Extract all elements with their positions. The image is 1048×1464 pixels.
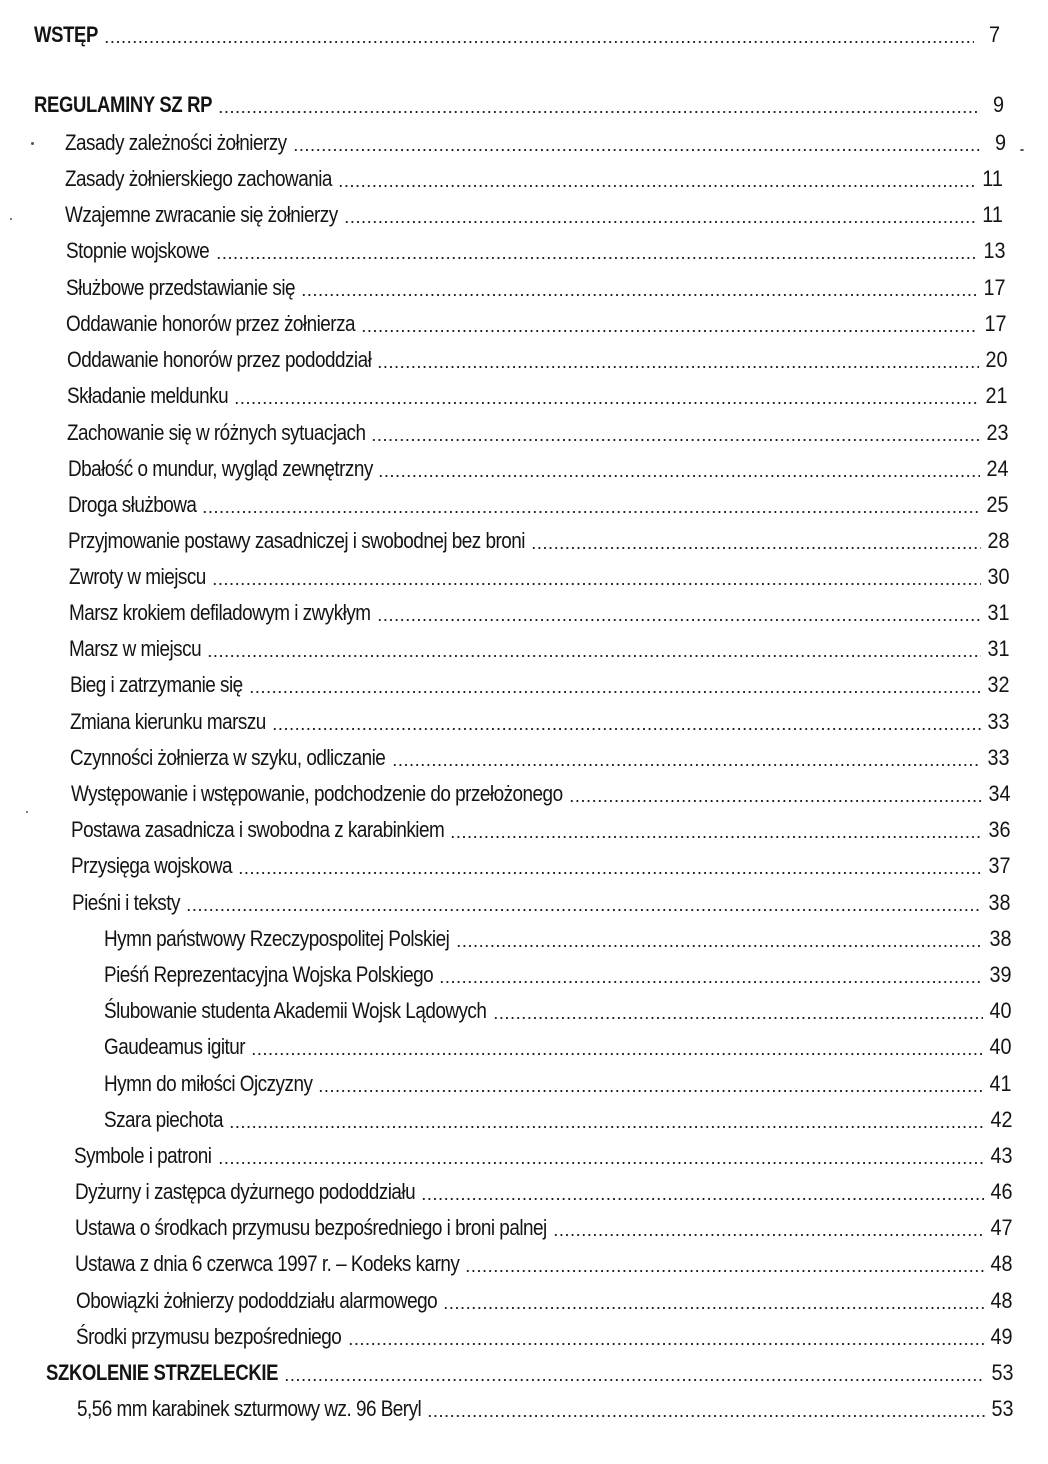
dot-leader <box>553 1234 984 1236</box>
toc-entry-title: Hymn do miłości Ojczyzny <box>104 1071 313 1096</box>
toc-page-number: 9 <box>992 92 1004 117</box>
toc-entry-title: WSTĘP <box>34 22 99 47</box>
toc-page-number: 39 <box>988 962 1011 987</box>
dot-leader <box>218 1162 984 1164</box>
toc-entry-title: Przyjmowanie postawy zasadniczej i swobodnej bez broni <box>68 528 525 553</box>
toc-page-number: 31 <box>986 600 1009 625</box>
toc-entry-title: Ślubowanie studenta Akademii Wojsk Lądowych <box>104 998 487 1023</box>
dot-leader <box>229 1126 984 1128</box>
toc-section-heading[interactable] <box>46 1360 1013 1386</box>
toc-entry-title: Zasady żołnierskiego zachowania <box>65 166 332 191</box>
toc-entry-title: Stopnie wojskowe <box>66 238 210 263</box>
toc-entry[interactable] <box>72 890 1010 916</box>
toc-entry[interactable] <box>75 1179 1012 1205</box>
dot-leader <box>371 439 980 441</box>
toc-entry-title: Marsz krokiem defiladowym i zwykłym <box>69 600 371 625</box>
toc-page-number: 42 <box>989 1107 1012 1132</box>
toc-page-number: 47 <box>989 1215 1012 1240</box>
toc-entry[interactable] <box>67 420 1008 446</box>
toc-entry[interactable] <box>76 1324 1012 1350</box>
toc-entry-title: Gaudeamus igitur <box>104 1034 246 1059</box>
toc-page-number: 20 <box>984 347 1007 372</box>
toc-page-number: 37 <box>987 853 1010 878</box>
dot-leader <box>456 945 983 947</box>
toc-page-number: 53 <box>990 1396 1013 1421</box>
toc-entry-title: Ustawa z dnia 6 czerwca 1997 r. – Kodeks karny <box>75 1251 460 1276</box>
toc-entry-title: Pieśni i teksty <box>72 890 180 915</box>
toc-entry-title: Marsz w miejscu <box>69 636 202 661</box>
dot-leader <box>465 1270 984 1272</box>
toc-subentry[interactable] <box>104 1034 1011 1060</box>
toc-entry[interactable] <box>74 1143 1012 1169</box>
toc-entry-title: REGULAMINY SZ RP <box>34 92 213 117</box>
dot-leader <box>249 691 981 693</box>
toc-entry-title: Przysięga wojskowa <box>71 853 233 878</box>
toc-entry[interactable] <box>66 238 1005 264</box>
toc-page-number: 13 <box>982 238 1005 263</box>
toc-page-number: 32 <box>986 672 1009 697</box>
dot-leader <box>301 294 977 296</box>
toc-page-number: 25 <box>985 492 1008 517</box>
toc-page-number: 34 <box>987 781 1010 806</box>
toc-entry-title: Zwroty w miejscu <box>69 564 206 589</box>
toc-entry[interactable] <box>66 275 1005 301</box>
dot-leader <box>443 1307 984 1309</box>
toc-entry[interactable] <box>65 166 1003 192</box>
dot-leader <box>531 547 981 549</box>
dot-leader <box>421 1198 984 1200</box>
toc-entry-title: Wzajemne zwracanie się żołnierzy <box>65 202 338 227</box>
toc-page-number: 33 <box>986 709 1009 734</box>
toc-page-number: 24 <box>985 456 1008 481</box>
dot-leader <box>251 1053 983 1055</box>
toc-subentry[interactable] <box>104 962 1011 988</box>
toc-page-number: 17 <box>982 275 1005 300</box>
scan-speck <box>10 218 12 220</box>
toc-page-number: 28 <box>986 528 1009 553</box>
dot-leader <box>186 909 982 911</box>
dot-leader <box>338 185 976 187</box>
toc-entry-title: Obowiązki żołnierzy pododdziału alarmowego <box>76 1288 438 1313</box>
dot-leader <box>207 655 981 657</box>
toc-entry-title: Służbowe przedstawianie się <box>66 275 296 300</box>
toc-page-number: 30 <box>986 564 1009 589</box>
toc-entry[interactable] <box>76 1288 1012 1314</box>
toc-entry[interactable] <box>70 672 1009 698</box>
toc-page-number: 23 <box>985 420 1008 445</box>
toc-entry[interactable] <box>70 709 1009 735</box>
dot-leader <box>202 511 980 513</box>
toc-subentry[interactable] <box>104 1107 1012 1133</box>
dot-leader <box>104 41 974 43</box>
toc-section-heading[interactable] <box>34 92 1004 118</box>
dot-leader <box>238 872 982 874</box>
toc-entry-title: Ustawa o środkach przymusu bezpośredniego i broni palnej <box>75 1215 547 1240</box>
toc-entry[interactable] <box>65 202 1003 228</box>
toc-entry[interactable] <box>68 456 1008 482</box>
toc-entry-title: Bieg i zatrzymanie się <box>70 672 243 697</box>
toc-page-number: 41 <box>988 1071 1011 1096</box>
toc-entry-title: Oddawanie honorów przez żołnierza <box>66 311 356 336</box>
toc-page-number: 46 <box>989 1179 1012 1204</box>
toc-entry[interactable] <box>68 528 1009 554</box>
toc-entry[interactable] <box>77 1396 1013 1422</box>
toc-entry[interactable] <box>69 636 1009 662</box>
dot-leader <box>439 981 983 983</box>
toc-page-number: 33 <box>986 745 1009 770</box>
toc-entry-title: Środki przymusu bezpośredniego <box>76 1324 342 1349</box>
toc-entry-title: Postawa zasadnicza i swobodna z karabinkiem <box>71 817 445 842</box>
toc-page-number: 40 <box>988 1034 1011 1059</box>
toc-subentry[interactable] <box>104 998 1011 1024</box>
toc-entry[interactable] <box>67 347 1007 373</box>
toc-entry[interactable] <box>71 781 1010 807</box>
toc-entry-title: Dyżurny i zastępca dyżurnego pododdziału <box>75 1179 416 1204</box>
toc-subentry[interactable] <box>104 1071 1011 1097</box>
dot-leader <box>377 619 981 621</box>
toc-entry-title: Oddawanie honorów przez pododdział <box>67 347 372 372</box>
dot-leader <box>318 1090 983 1092</box>
toc-entry[interactable] <box>71 853 1010 879</box>
toc-page-number: 53 <box>990 1360 1013 1385</box>
dot-leader <box>378 475 980 477</box>
toc-page-number: 17 <box>983 311 1006 336</box>
toc-page-number: 11 <box>982 202 1003 227</box>
dot-leader <box>377 366 979 368</box>
toc-entry-title: Zachowanie się w różnych sytuacjach <box>67 420 366 445</box>
toc-entry[interactable] <box>65 130 1006 156</box>
toc-page-number: 48 <box>989 1288 1012 1313</box>
toc-page-number: 40 <box>988 998 1011 1023</box>
dot-leader <box>293 149 980 151</box>
dot-leader <box>284 1379 985 1381</box>
toc-page-number: 7 <box>988 22 1000 47</box>
toc-page-number: 43 <box>989 1143 1012 1168</box>
toc-page-number: 48 <box>989 1251 1012 1276</box>
toc-entry[interactable] <box>68 492 1008 518</box>
toc-entry[interactable] <box>71 817 1010 843</box>
toc-section-heading[interactable] <box>34 22 1000 48</box>
toc-entry-title: Hymn państwowy Rzeczypospolitej Polskiej <box>104 926 450 951</box>
toc-entry-title: Czynności żołnierza w szyku, odliczanie <box>70 745 386 770</box>
toc-page-number: 36 <box>987 817 1010 842</box>
toc-page-number: 11 <box>982 166 1003 191</box>
toc-entry-title: Pieśń Reprezentacyjna Wojska Polskiego <box>104 962 434 987</box>
dot-leader <box>392 764 981 766</box>
toc-entry-title: Występowanie i wstępowanie, podchodzenie do przełożonego <box>71 781 563 806</box>
toc-entry-title: Dbałość o mundur, wygląd zewnętrzny <box>68 456 373 481</box>
toc-entry-title: Zmiana kierunku marszu <box>70 709 266 734</box>
dot-leader <box>348 1343 984 1345</box>
scan-speck <box>1020 149 1024 151</box>
toc-entry-title: Symbole i patroni <box>74 1143 212 1168</box>
dot-leader <box>234 402 979 404</box>
dot-leader <box>361 330 978 332</box>
toc-page-number: 38 <box>987 890 1010 915</box>
toc-entry[interactable] <box>75 1251 1012 1277</box>
toc-entry-title: Składanie meldunku <box>67 383 229 408</box>
toc-entry-title: Szara piechota <box>104 1107 224 1132</box>
dot-leader <box>450 836 982 838</box>
dot-leader <box>272 728 981 730</box>
toc-entry-title: Zasady zależności żołnierzy <box>65 130 287 155</box>
toc-entry[interactable] <box>75 1215 1012 1241</box>
scan-speck <box>31 142 34 145</box>
toc-entry[interactable] <box>66 311 1006 337</box>
dot-leader <box>212 583 981 585</box>
toc-subentry[interactable] <box>104 926 1011 952</box>
toc-entry[interactable] <box>69 564 1009 590</box>
scan-speck <box>26 811 28 813</box>
toc-page-number: 38 <box>988 926 1011 951</box>
toc-entry-title: SZKOLENIE STRZELECKIE <box>46 1360 279 1385</box>
toc-page-number: 21 <box>984 383 1007 408</box>
toc-entry[interactable] <box>70 745 1009 771</box>
toc-page-number: 31 <box>986 636 1009 661</box>
dot-leader <box>218 111 978 113</box>
toc-entry[interactable] <box>69 600 1009 626</box>
toc-entry-title: Droga służbowa <box>68 492 197 517</box>
dot-leader <box>493 1017 983 1019</box>
dot-leader <box>216 257 977 259</box>
dot-leader <box>569 800 982 802</box>
toc-entry[interactable] <box>67 383 1007 409</box>
dot-leader <box>427 1415 985 1417</box>
toc-page-number: 49 <box>989 1324 1012 1349</box>
toc-entry-title: 5,56 mm karabinek szturmowy wz. 96 Beryl <box>77 1396 422 1421</box>
dot-leader <box>344 221 976 223</box>
toc-page-number: 9 <box>994 130 1006 155</box>
